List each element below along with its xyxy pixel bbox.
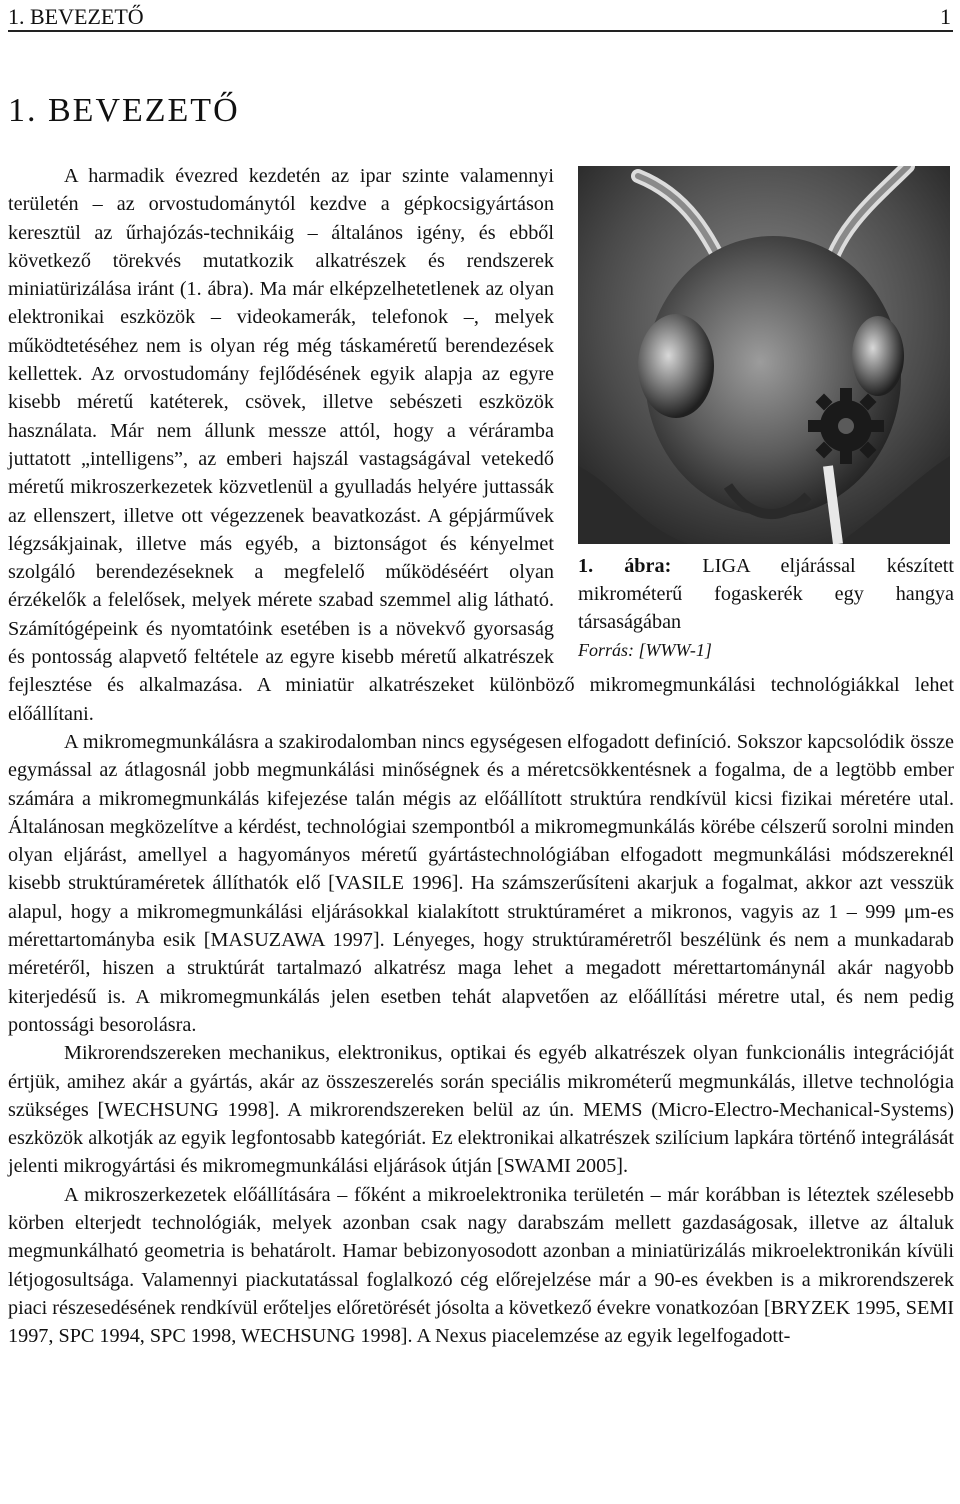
paragraph-1: A harmadik évezred kezdetén az ipar szinte valamennyi területén – az orvostudománytól kezdve a gépkocsigyártáson keresztül az űrhajózás-technikáig – általános igény, és ebből következő törekvés mutatkozik alkatrészek és rendszerek miniatürizálása iránt (1. ábra). Ma már elképzelhetetlenek az olyan elektronikai eszközök – videokamerák, telefonok –, melyek működtetéséhez nem is olyan rég még táskaméretű berendezések kellettek. Az orvostudomány fejlődésének egyik alapja az egyre kisebb méretű katéterek, csövek, illetve sebészeti eszközök használata. Már nem állunk messze attól, hogy a véráramba juttatott „intelligens”, az emberi hajszál vastagságával vetekedő méretű mikroszerkezetek közvetlenül a gyulladás helyére juttassák az ellenszert, illetve ott végezzenek beavatkozást. A gépjárművek légzsákjainak, illetve más egyéb, a biztonságot és kényelmet szolgáló berendezéseknek a megfelelő működéséért olyan érzékelők a felelősek, melyek mérete szabad szemmel alig látható. Számítógépeink és nyomtatóink esetében is a növekvő gyorsaság és pontosság alapvető feltétele az egyre kisebb méretű alkatrészek fejlesztése és alkalmazása. A miniatür alkatrészeket különböző mikromegmunkálási technológiákkal lehet előállítani. xyxy=(8,165,954,725)
figure-1 xyxy=(578,166,954,671)
running-title: 1. BEVEZETŐ xyxy=(8,4,144,29)
paragraph-4: A mikroszerkezetek előállítására – főként a mikroelektronika területén – már korábban is léteztek szélesebb körben elterjedt technológiák, melyek azonban csak nagy darabszám mellett gazdaságosak, illetve az általuk megmunkálható geometria is behatárolt. Hamar bebizonyosodott azonban a miniatürizálás mikroelektronikán kívüli létjogosultsága. Valamennyi piackutatással foglalkozó cég előrejelzése már a 90-es években is a mikrorendszerek piaci részesedésének rendkívül erőteljes előretörését jósolta a következő évekre vonatkozóan [BRYZEK 1995, SEMI 1997, SPC 1994, SPC 1998, WECHSUNG 1998]. A Nexus piacelemzése az egyik legelfogadott- xyxy=(8,1183,954,1348)
figure-caption xyxy=(578,552,954,664)
body-text xyxy=(8,162,954,1350)
figure-label: 1. ábra: xyxy=(578,555,672,577)
ant-head-micro-gear-photo-icon xyxy=(578,166,950,544)
paragraph-2: A mikromegmunkálásra a szakirodalomban nincs egységesen elfogadott definíció. Sokszor kapcsolódik össze egymással az átlagosnál jobb megmunkálási minőségnek és a méretcsökkentésnek a fogalma, de a legtöbb ember számára a mikromegmunkálás kifejezése talán mégis az előállított struktúra rendkívül kicsi fizikai méretére utal. Általánosan megközelítve a kérdést, technológiai szempontból a mikromegmunkálás körébe célszerű sorolni minden olyan eljárást, amellyel a hagyományos méretű gyártástechnológiában elfogadott megmunkálási módszereknél kisebb struktúraméretek állíthatók elő [VASILE 1996]. Ha számszerűsíteni akarjuk a fogalmat, akkor azt vesszük alapul, hogy a mikromegmunkálási eljárásokkal kialakított struktúraméret a mikronos, vagyis az 1 – 999 μm-es mérettartományba esik [MASUZAWA 1997]. Lényeges, hogy struktúraméretről beszélünk és nem a munkadarab méretéről, hiszen a struktúrát tartalmazó alkatrész maga lehet a megadott mérettartománynál akár nagyobb kiterjedésű is. A mikromegmunkálás jelen esetben tehát alapvetően az előállítási méretre utal, és nem pedig pontossági besorolásra. xyxy=(8,730,954,1036)
figure-source: Forrás: [WWW-1] xyxy=(578,640,712,660)
figure-caption-text: LIGA eljárással készített mikrométerű fogaskerék egy hangya társaságában xyxy=(578,555,954,633)
page-number: 1 xyxy=(940,4,951,29)
paragraph-3: Mikrorendszereken mechanikus, elektronikus, optikai és egyéb alkatrészek olyan funkcionális integrációját értjük, amihez akár a gyártás, akár az összeszerelés során speciális mikrométerű megmunkálás, illetve technológia szükséges [WECHSUNG 1998]. A mikrorendszereken belül az ún. MEMS (Micro-Electro-Mechanical-Systems) eszközök alkotják az egyik legfontosabb kategóriát. Ez elektronikai alkatrészek szilícium lapkára történő integrálását jelenti mikrogyártási és mikromegmunkálási eljárások útján [SWAMI 2005]. xyxy=(8,1042,954,1178)
running-header xyxy=(8,4,953,32)
chapter-title: 1. BEVEZETŐ xyxy=(8,92,240,129)
